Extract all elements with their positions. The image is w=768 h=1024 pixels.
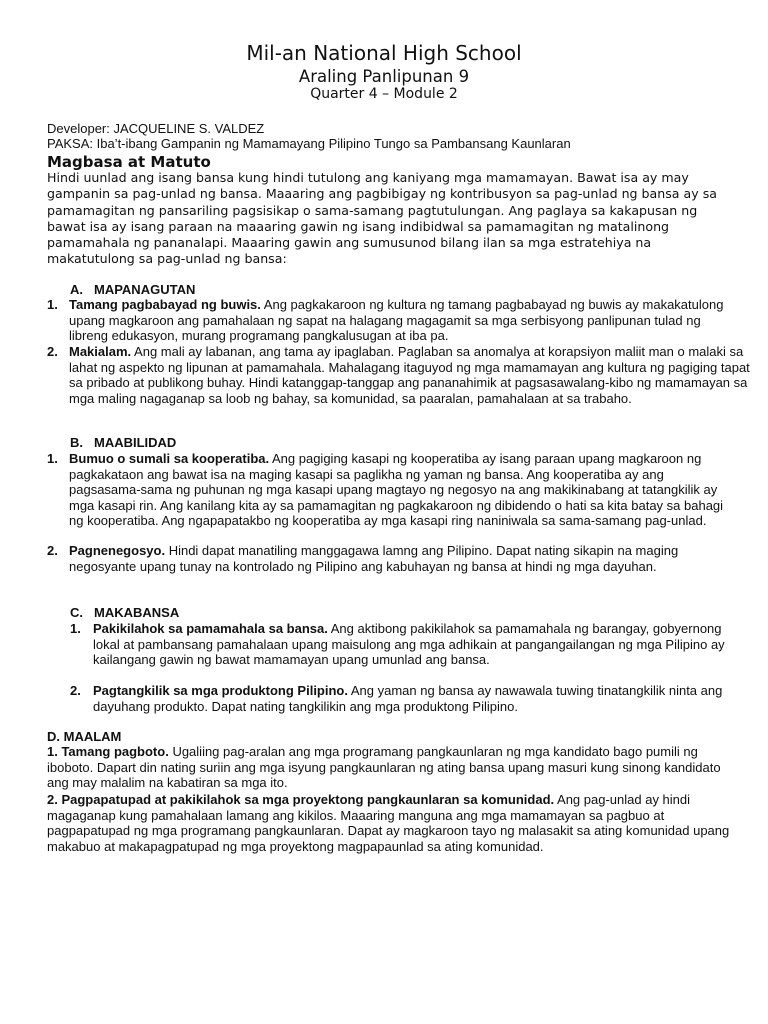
list-item [47, 344, 751, 406]
item-title: Pagnenegosyo. [69, 543, 166, 558]
item-title: Bumuo o sumali sa kooperatiba. [69, 451, 270, 466]
item-title: Makialam. [69, 344, 132, 359]
item-number: 1. [70, 621, 81, 636]
item-number: 2. [47, 344, 58, 359]
item-text: Ang pag-unlad ay hindi magaganap kung pamahalaan lamang ang kikilos. Maaaring manguna ang mga mamamayan sa pagbuo at pagpapatupad ng mga programang pangkaunlaran. Dapat ay magkaroon tayo ng malasakit sa ating komunidad upang makabuo at makapagpatupad ng mga proyektong magpapaunlad sa ating komunidad. [47, 792, 730, 854]
list-item [47, 297, 731, 344]
section-letter: C. [70, 605, 83, 620]
item-number: 2. [47, 543, 58, 558]
section-c-title [70, 605, 179, 621]
list-item [47, 744, 737, 791]
item-text: Ang yaman ng bansa ay nawawala tuwing tinatangkilik ninta ang dayuhang produkto. Dapat nating tangkilikin ang mga produktong Pilipino. [93, 683, 723, 714]
paksa-line: PAKSA: Iba’t-ibang Gampanin ng Mamamayang Pilipino Tungo sa Pambansang Kaunlaran [47, 136, 571, 151]
item-number: 1. [47, 297, 58, 312]
subject-title: Araling Panlipunan 9 [298, 67, 470, 86]
developer-line: Developer: JACQUELINE S. VALDEZ [47, 121, 265, 136]
section-name: MAKABANSA [94, 605, 180, 620]
list-item [47, 451, 729, 529]
item-title: 1. Tamang pagboto. [47, 744, 169, 759]
item-number: 1. [47, 451, 58, 466]
section-letter: A. [70, 282, 83, 297]
item-title: 2. Pagpapatupad at pakikilahok sa mga proyektong pangkaunlaran sa komunidad. [47, 792, 555, 807]
item-text: Ang mali ay labanan, ang tama ay ipaglaban. Paglaban sa anomalya at korapsiyon maliit man o malaki sa lahat ng aspekto ng lipunan at pamamahala. Mahalagang itaguyod ng mga mamamayan ang kultura ng pagiging tapat sa pribado at publikong buhay. Hindi katanggap-tanggap ang pananahimik at pagsasawalang-kibo ng mamamayan sa mga maling nagaganap sa loob ng bahay, sa komunidad, sa paaralan, pamahalaan at sa trabaho. [69, 344, 750, 406]
list-item [47, 543, 729, 574]
section-d-title: D. MAALAM [47, 729, 122, 744]
item-text: Ang aktibong pakikilahok sa pamamahala ng barangay, gobyernong lokal at pambansang pamahalaan upang maisulong ang mga adhikain at pangangailangan ng mga Pilipino ay kailangang gawin ng bawat mamamayan upang umunlad ang bansa. [93, 621, 725, 667]
section-name: MAABILIDAD [94, 435, 177, 450]
school-name: Mil-an National High School [246, 41, 522, 65]
section-letter: B. [70, 435, 83, 450]
item-title: Pagtangkilik sa mga produktong Pilipino. [93, 683, 348, 698]
item-text: Hindi dapat manatiling manggagawa lamng ang Pilipino. Dapat nating sikapin na maging negosyante upang tunay na kontrolado ng Pilipino ang kabuhayan ng bansa at hindi ng mga dayuhan. [69, 543, 679, 574]
list-item [70, 683, 745, 714]
item-text: Ang pagiging kasapi ng kooperatiba ay isang paraan upang magkaroon ng pagkakataon ang bawat isa na maging kasapi sa paglikha ng yaman ng bansa. Ang kooperatiba ay ang pagsasama-sama ng puhunan ng mga kasapi upang magtayo ng negosyo na ang makikinabang at tatangkilik ay mga kasapi rin. Ang kanilang kita ay sa pamamagitan ng pagkakaroon ng dibidendo o hati sa kita batay sa bahagi ng kooperatiba. Ang ngapapatakbo ng kooperatiba ay mga kasapi ring naniniwala sa sama-samang pag-unlad. [69, 451, 724, 528]
intro-paragraph: Hindi uunlad ang isang bansa kung hindi tutulong ang kaniyang mga mamamayan. Bawat isa ay may gampanin sa pag-unlad ng bansa. Maaaring ang pagbibigay ng kontribusyon sa pag-unlad ng bansa ay sa pamamagitan ng pansariling pagsisikap o sama-samang pagtutulungan. Ang paglaya sa kakapusan ng bawat isa ay isang paraan na maaaring gawin ng isang indibidwal sa pamamagitan ng matalinong pamamahala ng pananalapi. Maaaring gawin ang sumusunod bilang ilan sa mga estratehiya na makatutulong sa pag-unlad ng bansa: [47, 170, 717, 267]
item-text: Ang pagkakaroon ng kultura ng tamang pagbabayad ng buwis ay makakatulong upang magkaroon ang pamahalaan ng sapat na halagang magagamit sa mga serbisyong panlipunan tulad ng libreng edukasyon, murang programang pangkalusugan at iba pa. [69, 297, 724, 343]
section-a-title [70, 282, 195, 298]
list-item [47, 792, 737, 854]
list-item [70, 621, 735, 668]
item-title: Pakikilahok sa pamamahala sa bansa. [93, 621, 328, 636]
item-number: 2. [70, 683, 81, 698]
item-text: Ugaliing pag-aralan ang mga programang pangkaunlaran ng mga kandidato bago pumili ng iboboto. Dapart din nating suriin ang mga isyung pangkaunlaran ng ating bansa upang masuri kung sinong kandidato ang may malalim na kabatiran sa mga ito. [47, 744, 721, 790]
section-b-title [70, 435, 176, 451]
item-title: Tamang pagbabayad ng buwis. [69, 297, 261, 312]
quarter-module: Quarter 4 – Module 2 [310, 86, 458, 102]
lesson-heading: Magbasa at Matuto [47, 153, 211, 171]
section-name: MAPANAGUTAN [94, 282, 196, 297]
